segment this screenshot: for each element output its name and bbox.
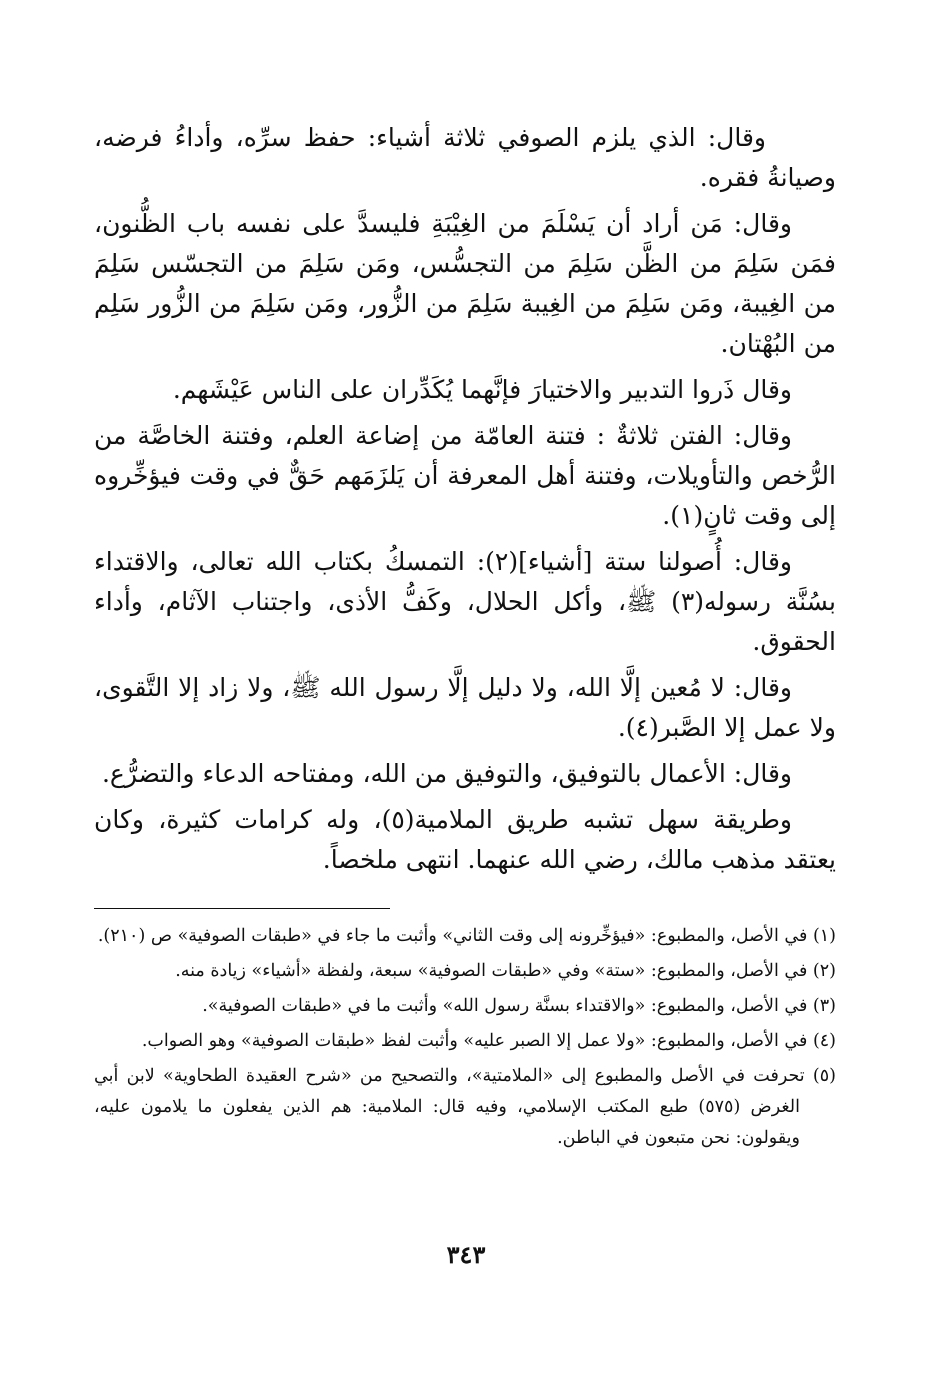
footnote: (٤) في الأصل، والمطبوع: «ولا عمل إلا الصبر عليه» وأثبت لفظ «طبقات الصوفية» وهو الصواب. — [141, 1031, 836, 1051]
paragraph: وقال ذَروا التدبير والاختيارَ فإنَّهما يُكَدِّران على الناس عَيْشَهم. — [172, 375, 792, 404]
page-number: ٣٤٣ — [446, 1240, 486, 1269]
paragraph: وقال: الأعمال بالتوفيق، والتوفيق من الله، ومفتاحه الدعاء والتضرُّع. — [101, 759, 792, 788]
paragraph: وقال: الذي يلزم الصوفي ثلاثة أشياء: حفظ سرِّه، وأداءُ فرضه، وصيانةُ فقره. — [94, 123, 836, 192]
footnote: (١) في الأصل، والمطبوع: «فيؤخِّرونه إلى وقت الثاني» وأثبت ما جاء في «طبقات الصوفية» ص (٢١٠). — [97, 926, 836, 946]
paragraph: وقال: الفتن ثلاثةٌ : فتنة العامّة من إضاعة العلم، وفتنة الخاصَّة من الرُّخص والتأويلات، وفتنة أهل المعرفة أن يَلزَمَهم حَقٌّ في وقت فيؤخِّروه إلى وقت ثانٍ(١). — [94, 421, 836, 530]
footnote: (٣) في الأصل، والمطبوع: «والاقتداء بسنَّة رسول الله» وأثبت ما في «طبقات الصوفية». — [202, 996, 836, 1016]
page — [94, 118, 836, 1158]
footnote-separator — [94, 908, 390, 909]
paragraph: وطريقة سهل تشبه طريق الملامية(٥)، وله كرامات كثيرة، وكان يعتقد مذهب مالك، رضي الله عنهما. انتهى ملخصاً. — [94, 805, 836, 874]
paragraph: وقال: أُصولنا ستة [أشياء](٢): التمسكُ بكتاب الله تعالى، والاقتداء بسُنَّة رسوله(٣) ﷺ، وأكل الحلال، وكَفُّ الأذى، واجتناب الآثام، وأداء الحقوق. — [94, 547, 836, 656]
paragraph: وقال: مَن أراد أن يَسْلَمَ من الغِيْبَةِ فليسدَّ على نفسه باب الظُّنون، فمَن سَلِمَ من الظَّن سَلِمَ من التجسُّس، ومَن سَلِمَ من التجسّس سَلِمَ من الغِيبة، ومَن سَلِمَ من الغِيبة سَلِمَ من الزُّور، ومَن سَلِمَ من الزُّور سَلِم من البُهْتان. — [94, 209, 836, 358]
footnote: (٢) في الأصل، والمطبوع: «ستة» وفي «طبقات الصوفية» سبعة، ولفظة «أشياء» زيادة منه. — [175, 961, 836, 981]
footnotes — [94, 921, 836, 1154]
paragraph: وقال: لا مُعين إلَّا الله، ولا دليل إلَّا رسول الله ﷺ، ولا زاد إلا التَّقوى، ولا عمل إلا الصَّبر(٤). — [94, 673, 836, 742]
footnote: (٥) تحرفت في الأصل والمطبوع إلى «الملامتية»، والتصحيح من «شرح العقيدة الطحاوية» لابن أبي الغرض (٥٧٥) طبع المكتب الإسلامي، وفيه قال: الملامية: هم الذين يفعلون ما يلامون عليه، ويقولون: نحن متبعون في الباطن. — [94, 1066, 836, 1148]
main-text — [94, 118, 836, 880]
